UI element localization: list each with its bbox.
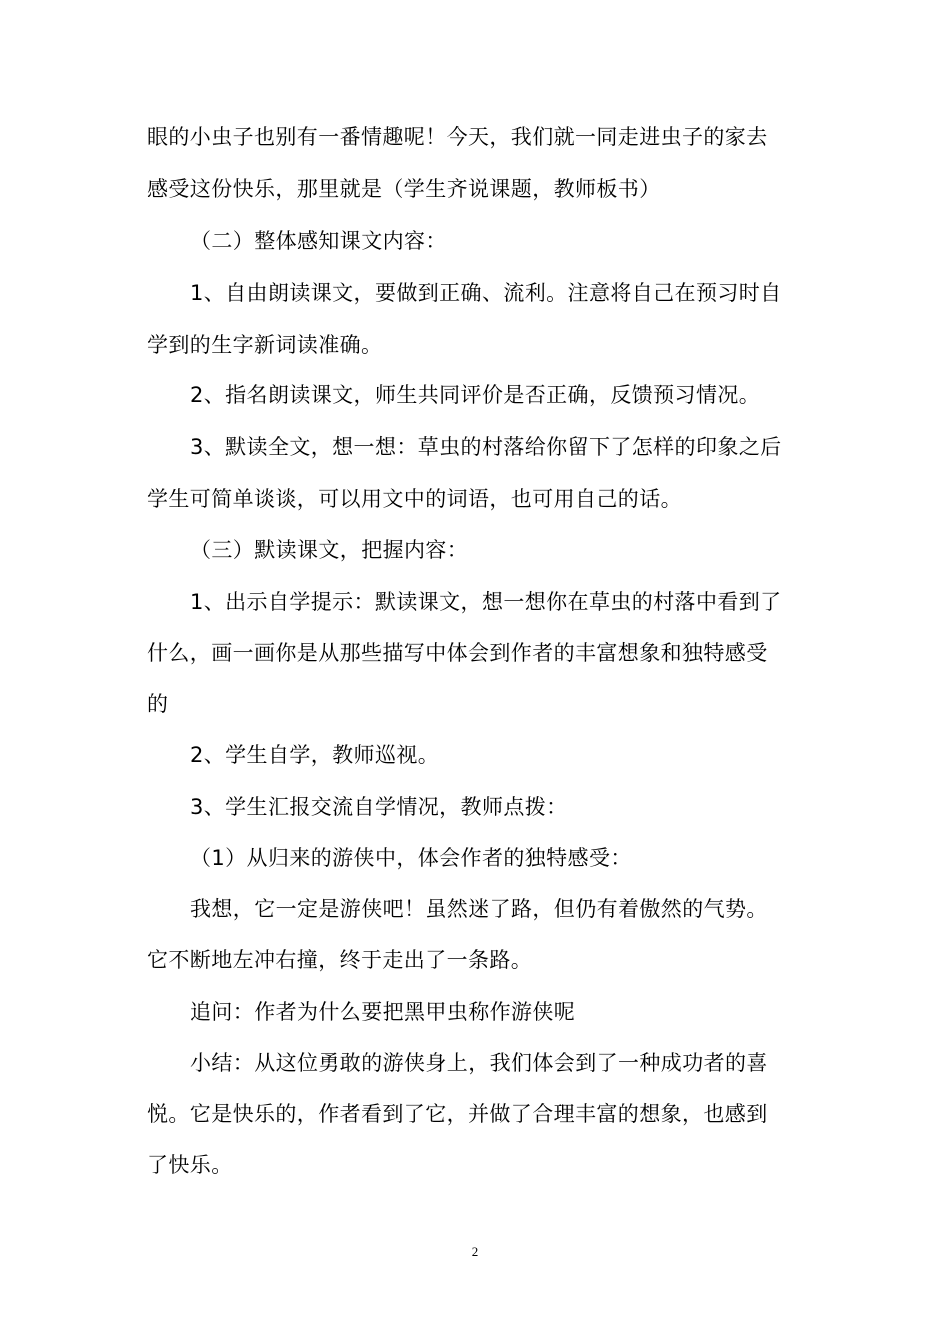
text-line: 什么，画一画你是从那些描写中体会到作者的丰富想象和独特感受	[147, 641, 768, 665]
text-line: 小结：从这位勇敢的游侠身上，我们体会到了一种成功者的喜	[190, 1051, 768, 1075]
section-heading: （三）默读课文，把握内容：	[190, 538, 469, 562]
text-line: 3、默读全文，想一想：草虫的村落给你留下了怎样的印象之后	[190, 435, 782, 459]
text-line: 它不断地左冲右撞，终于走出了一条路。	[147, 948, 533, 972]
text-line: 的	[147, 692, 169, 716]
text-line: （1）从归来的游侠中，体会作者的独特感受：	[190, 846, 632, 870]
text-line: 感受这份快乐，那里就是（学生齐说课题，教师板书）	[147, 177, 661, 201]
text-line: 2、指名朗读课文，师生共同评价是否正确，反馈预习情况。	[190, 383, 761, 407]
text-line: 眼的小虫子也别有一番情趣呢！今天，我们就一同走进虫子的家去	[147, 125, 768, 149]
text-line: 了快乐。	[147, 1153, 233, 1177]
section-heading: （二）整体感知课文内容：	[190, 229, 447, 253]
page-number: 2	[471, 1244, 479, 1259]
text-line: 1、自由朗读课文，要做到正确、流利。注意将自己在预习时自	[190, 281, 782, 305]
text-line: 学到的生字新词读准确。	[147, 333, 383, 357]
text-line: 悦。它是快乐的，作者看到了它，并做了合理丰富的想象，也感到	[147, 1102, 768, 1126]
text-line: 3、学生汇报交流自学情况，教师点拨：	[190, 795, 568, 819]
text-line: 追问：作者为什么要把黑甲虫称作游侠呢	[190, 1000, 576, 1024]
text-line: 学生可简单谈谈，可以用文中的词语，也可用自己的话。	[147, 487, 682, 511]
text-line: 2、学生自学，教师巡视。	[190, 743, 440, 767]
text-line: 1、出示自学提示：默读课文，想一想你在草虫的村落中看到了	[190, 590, 782, 614]
text-line: 我想，它一定是游侠吧！虽然迷了路，但仍有着傲然的气势。	[190, 897, 768, 921]
